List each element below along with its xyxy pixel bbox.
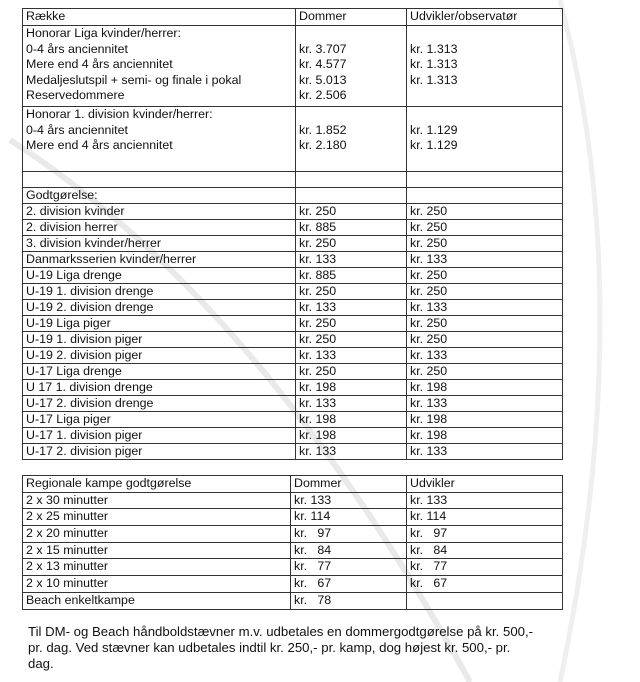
dommer-value: kr. 2.180	[299, 138, 347, 153]
dommer-value: kr. 3.707	[299, 41, 347, 56]
dommer-value: kr. 5.013	[299, 72, 347, 87]
udvikler-value: kr. 250	[407, 332, 563, 348]
dommer-value: kr. 250	[296, 236, 407, 252]
dommer-value: kr. 4.577	[299, 57, 347, 72]
dommer-value: kr. 250	[296, 364, 407, 380]
udvikler-value: kr. 250	[407, 268, 563, 284]
udvikler-value	[410, 88, 562, 104]
spacer-row	[23, 172, 563, 188]
section-title: Honorar Liga kvinder/herrer:	[26, 26, 181, 40]
regional-rows	[23, 492, 563, 609]
udvikler-value	[407, 592, 563, 609]
row-label: Mere end 4 års anciennitet	[26, 57, 173, 72]
header-udvikler: Udvikler/observatør	[407, 9, 563, 26]
dommer-value: kr. 133	[296, 348, 407, 364]
udvikler-value: kr. 1.313	[410, 41, 458, 56]
udvikler-value: kr. 250	[407, 316, 563, 332]
udvikler-value: kr. 250	[407, 220, 563, 236]
udvikler-value: kr. 1.129	[410, 122, 458, 137]
udvikler-value: kr. 250	[407, 204, 563, 220]
dommer-value: kr. 133	[296, 396, 407, 412]
table-row	[23, 348, 563, 364]
row-label: 0-4 års anciennitet	[26, 122, 128, 137]
header-regionale: Regionale kampe godtgørelse	[23, 476, 291, 493]
row-label: 2. division kvinder	[23, 204, 296, 220]
table-row	[23, 236, 563, 252]
footer-line: dag.	[28, 656, 54, 671]
dommer-value: kr. 2.506	[299, 88, 347, 103]
table-row	[23, 492, 563, 509]
dommer-value: kr. 885	[296, 220, 407, 236]
row-label: U-19 Liga piger	[23, 316, 296, 332]
row-label: 2 x 30 minutter	[23, 492, 291, 509]
row-label: Mere end 4 års anciennitet	[26, 138, 173, 153]
godtgorelse-title-row	[23, 188, 563, 204]
table-row	[23, 576, 563, 593]
row-label: 2 x 20 minutter	[23, 526, 291, 543]
row-label: 3. division kvinder/herrer	[23, 236, 296, 252]
footer-line: Til DM- og Beach håndboldstævner m.v. udbetales en dommergodtgørelse på kr. 500,-	[28, 624, 534, 639]
udvikler-value: kr. 1.129	[410, 138, 458, 153]
table-row	[23, 316, 563, 332]
dommer-value: kr. 133	[296, 300, 407, 316]
footer-line: pr. dag. Ved stævner kan udbetales indtil kr. 250,- pr. kamp, dog højest kr. 500,- pr.	[28, 640, 511, 655]
section-1-division	[23, 107, 563, 172]
header-udvikler: Udvikler	[407, 476, 563, 493]
header-raekke: Række	[23, 9, 296, 26]
row-label: Beach enkeltkampe	[23, 592, 291, 609]
header-dommer: Dommer	[296, 9, 407, 26]
section-title: Godtgørelse:	[23, 188, 296, 204]
udvikler-value: kr. 198	[407, 428, 563, 444]
udvikler-value: kr. 250	[407, 284, 563, 300]
row-label: U-17 2. division drenge	[23, 396, 296, 412]
dommer-value: kr. 133	[296, 252, 407, 268]
row-label: U-19 2. division piger	[23, 348, 296, 364]
dommer-value: kr. 250	[296, 284, 407, 300]
table-row	[23, 526, 563, 543]
udvikler-value: kr. 133	[407, 492, 563, 509]
table-row	[23, 332, 563, 348]
row-label: U-19 Liga drenge	[23, 268, 296, 284]
row-label: Medaljeslutspil + semi- og finale i pokal	[26, 72, 242, 87]
dommer-value: kr. 250	[296, 332, 407, 348]
table-row	[23, 428, 563, 444]
row-label: U 17 1. division drenge	[23, 380, 296, 396]
dommer-value: kr. 77	[291, 559, 407, 576]
row-label: 2 x 25 minutter	[23, 509, 291, 526]
table-row	[23, 559, 563, 576]
udvikler-value: kr. 97	[407, 526, 563, 543]
referee-fees-table	[22, 8, 563, 460]
godtgorelse-rows	[23, 204, 563, 460]
table-row	[23, 412, 563, 428]
row-label: Reservedommere	[26, 88, 125, 103]
dommer-value: kr. 885	[296, 268, 407, 284]
udvikler-value: kr. 250	[407, 364, 563, 380]
dommer-value: kr. 198	[296, 428, 407, 444]
dommer-value: kr. 198	[296, 412, 407, 428]
row-label: U-19 2. division drenge	[23, 300, 296, 316]
table-header-row	[23, 476, 563, 493]
row-label: 0-4 års anciennitet	[26, 41, 128, 56]
table-row	[23, 380, 563, 396]
udvikler-value: kr. 250	[407, 236, 563, 252]
row-label: 2 x 15 minutter	[23, 542, 291, 559]
row-label: U-17 Liga piger	[23, 412, 296, 428]
row-label: U-17 1. division piger	[23, 428, 296, 444]
udvikler-value: kr. 198	[407, 380, 563, 396]
table-row	[23, 396, 563, 412]
dommer-value: kr. 133	[296, 444, 407, 460]
regional-matches-table	[22, 475, 563, 610]
table-row	[23, 364, 563, 380]
udvikler-value: kr. 84	[407, 542, 563, 559]
section-title: Honorar 1. division kvinder/herrer:	[26, 107, 213, 121]
table-row	[23, 444, 563, 460]
udvikler-value: kr. 77	[407, 559, 563, 576]
dommer-value: kr. 114	[291, 509, 407, 526]
row-label: Danmarksserien kvinder/herrer	[23, 252, 296, 268]
dommer-value: kr. 198	[296, 380, 407, 396]
row-label: U-17 Liga drenge	[23, 364, 296, 380]
udvikler-value: kr. 133	[407, 300, 563, 316]
table-row	[23, 268, 563, 284]
table-row	[23, 252, 563, 268]
table-row	[23, 592, 563, 609]
dommer-value: kr. 78	[291, 592, 407, 609]
row-label: U-17 2. division piger	[23, 444, 296, 460]
row-label: U-19 1. division drenge	[23, 284, 296, 300]
udvikler-value: kr. 198	[407, 412, 563, 428]
dommer-value: kr. 1.852	[299, 122, 347, 137]
row-label: U-19 1. division piger	[23, 332, 296, 348]
table-row	[23, 542, 563, 559]
udvikler-value: kr. 1.313	[410, 57, 458, 72]
table-row	[23, 284, 563, 300]
footer-note	[28, 624, 608, 672]
dommer-value: kr. 250	[296, 204, 407, 220]
section-liga	[23, 26, 563, 107]
udvikler-value: kr. 133	[407, 348, 563, 364]
udvikler-value: kr. 1.313	[410, 72, 458, 87]
table-row	[23, 204, 563, 220]
dommer-value: kr. 97	[291, 526, 407, 543]
udvikler-value: kr. 133	[407, 444, 563, 460]
table-row	[23, 300, 563, 316]
udvikler-value: kr. 67	[407, 576, 563, 593]
table-row	[23, 509, 563, 526]
udvikler-value: kr. 114	[407, 509, 563, 526]
udvikler-value: kr. 133	[407, 252, 563, 268]
header-dommer: Dommer	[291, 476, 407, 493]
dommer-value: kr. 133	[291, 492, 407, 509]
dommer-value: kr. 84	[291, 542, 407, 559]
udvikler-value: kr. 133	[407, 396, 563, 412]
table-header-row	[23, 9, 563, 26]
row-label: 2. division herrer	[23, 220, 296, 236]
table-row	[23, 220, 563, 236]
dommer-value: kr. 67	[291, 576, 407, 593]
row-label: 2 x 13 minutter	[23, 559, 291, 576]
dommer-value: kr. 250	[296, 316, 407, 332]
row-label: 2 x 10 minutter	[23, 576, 291, 593]
